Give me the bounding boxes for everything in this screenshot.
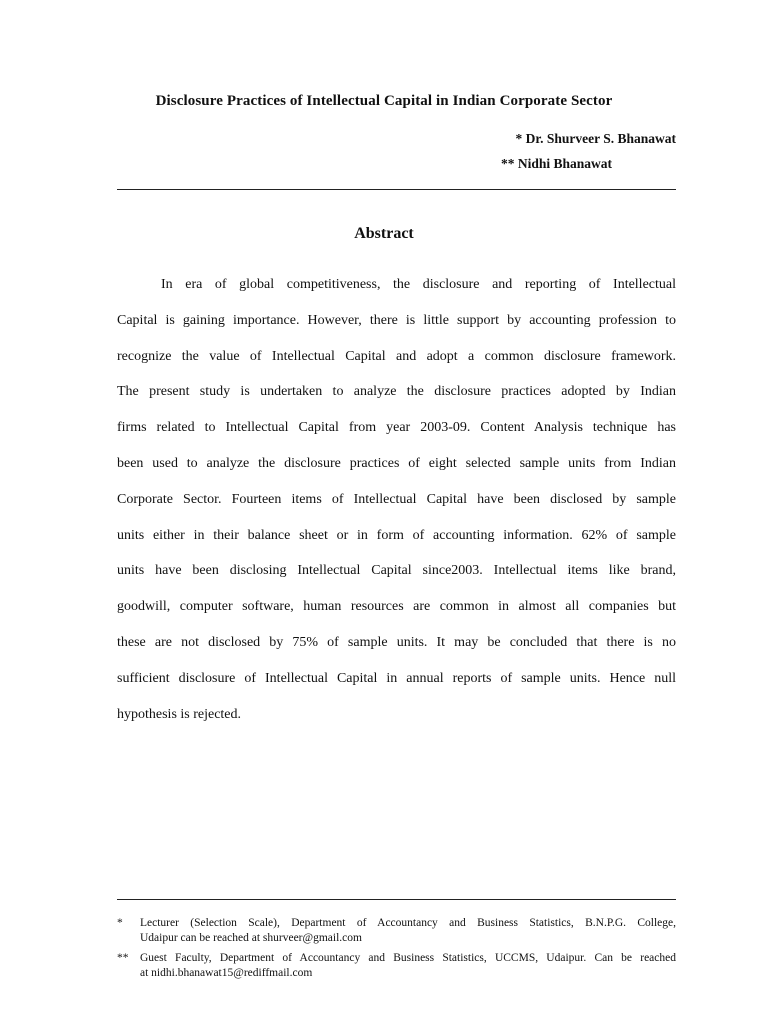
footnote-text xyxy=(140,951,676,981)
abstract-line: units have been disclosing Intellectual Capital since2003. Intellectual items like brand, xyxy=(117,563,676,579)
abstract-line: Capital is gaining importance. However, there is little support by accounting profession to xyxy=(117,312,676,328)
footnote-line: Guest Faculty, Department of Accountancy and Business Statistics, UCCMS, Udaipur. Can be reached xyxy=(140,952,676,964)
author-secondary: ** Nidhi Bhanawat xyxy=(500,156,612,171)
abstract-heading: Abstract xyxy=(354,225,414,242)
header-divider xyxy=(117,189,676,190)
abstract-line: The present study is undertaken to analyze the disclosure practices adopted by Indian xyxy=(117,384,676,400)
abstract-line: these are not disclosed by 75% of sample units. It may be concluded that there is no xyxy=(117,634,676,650)
footnote-text xyxy=(140,916,676,946)
footnote-line: Udaipur can be reached at shurveer@gmail.com xyxy=(140,932,362,944)
abstract-body xyxy=(117,267,676,732)
author-primary: * Dr. Shurveer S. Bhanawat xyxy=(515,131,676,146)
abstract-line: units either in their balance sheet or in form of accounting information. 62% of sample xyxy=(117,527,676,543)
footnote-line: at nidhi.bhanawat15@rediffmail.com xyxy=(140,967,313,979)
footnote-mark: * xyxy=(117,917,123,929)
footnote-mark: ** xyxy=(117,952,129,964)
abstract-line: sufficient disclosure of Intellectual Capital in annual reports of sample units. Hence null xyxy=(117,670,676,686)
abstract-line: hypothesis is rejected. xyxy=(117,706,242,722)
abstract-line: recognize the value of Intellectual Capital and adopt a common disclosure framework. xyxy=(117,348,676,364)
abstract-line: goodwill, computer software, human resources are common in almost all companies but xyxy=(117,599,676,615)
paper-title: Disclosure Practices of Intellectual Capital in Indian Corporate Sector xyxy=(155,93,613,109)
footnote-line: Lecturer (Selection Scale), Department of Accountancy and Business Statistics, B.N.P.G. College, xyxy=(140,917,676,929)
abstract-line: firms related to Intellectual Capital from year 2003-09. Content Analysis technique has xyxy=(117,420,676,436)
footnote-divider xyxy=(117,899,676,900)
abstract-line: Corporate Sector. Fourteen items of Intellectual Capital have been disclosed by sample xyxy=(117,491,676,507)
footnote-1 xyxy=(117,916,676,946)
abstract-line: been used to analyze the disclosure practices of eight selected sample units from Indian xyxy=(117,455,676,471)
footnote-2 xyxy=(117,951,676,981)
abstract-line: In era of global competitiveness, the disclosure and reporting of Intellectual xyxy=(161,277,676,292)
